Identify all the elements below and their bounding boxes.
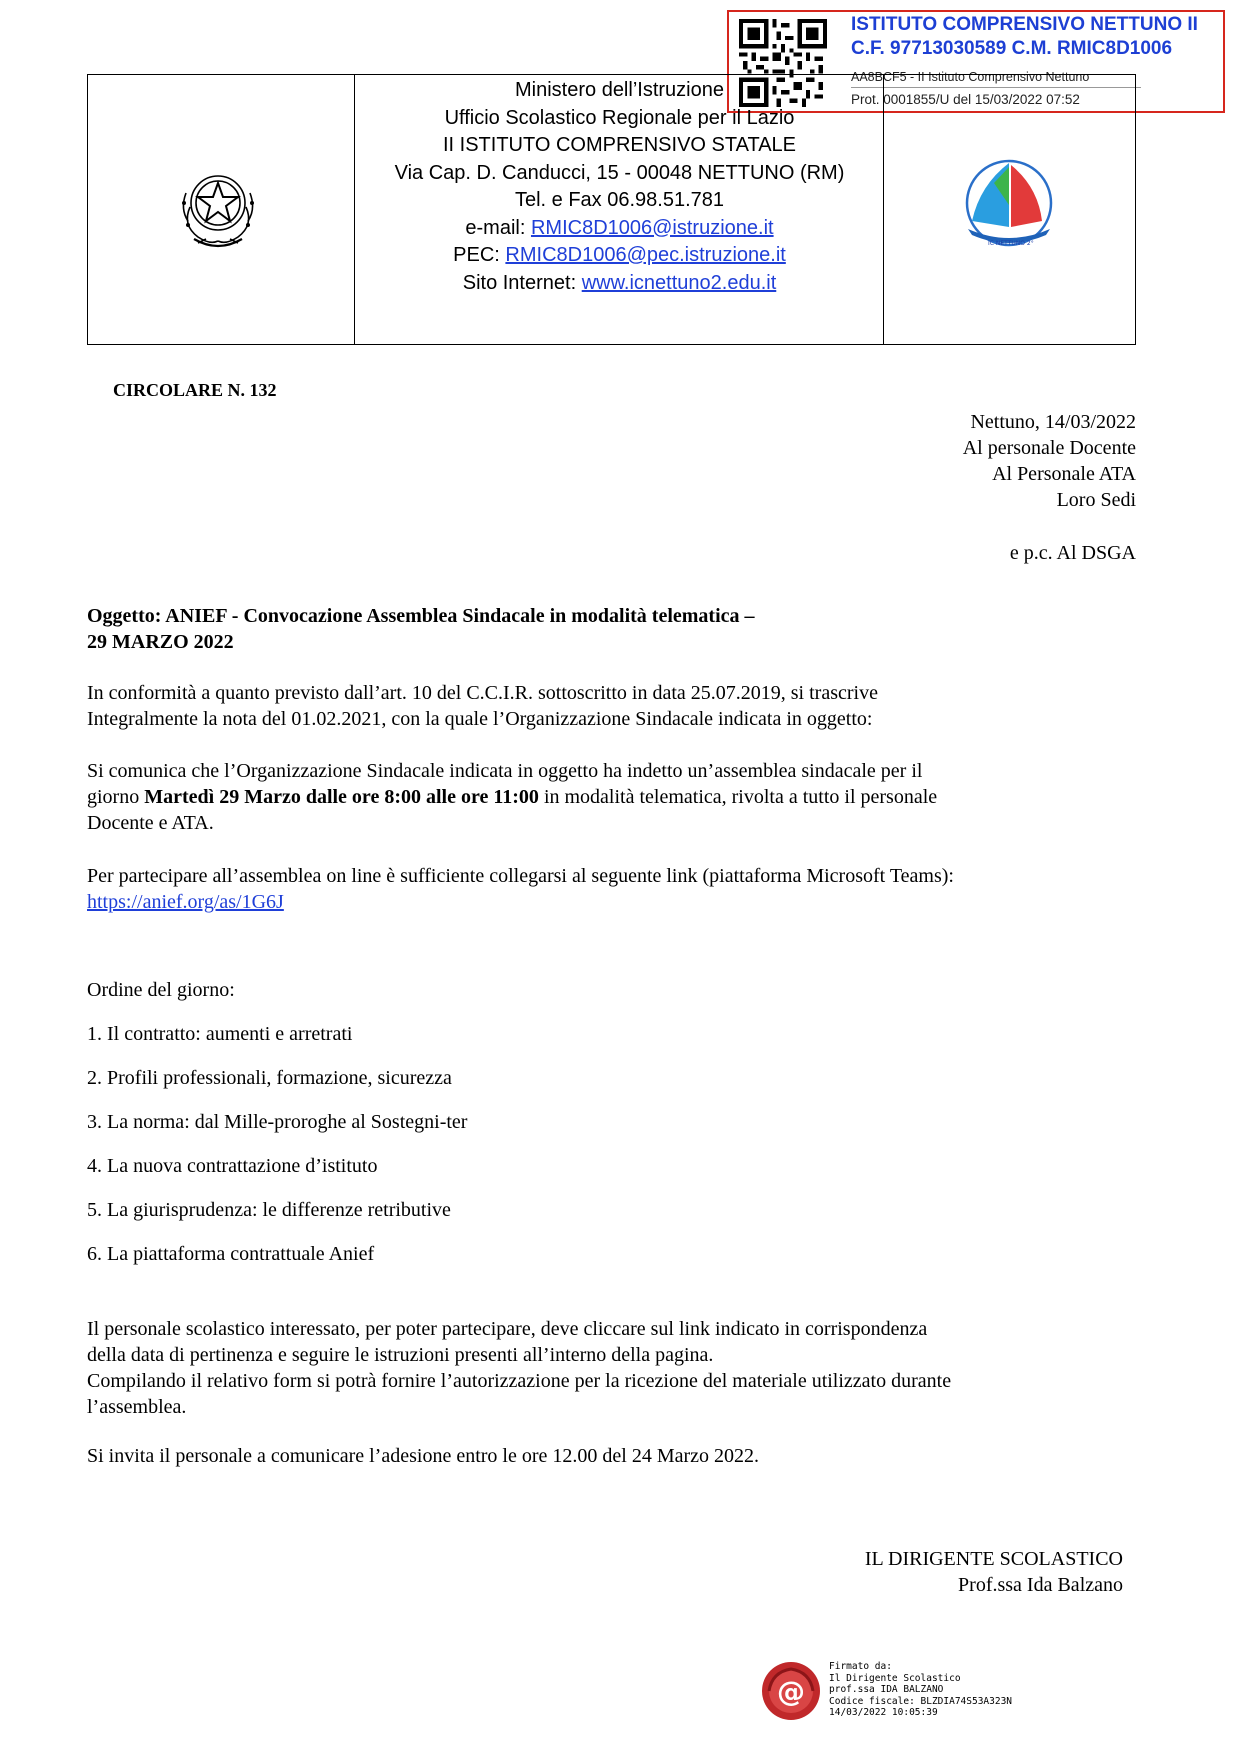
intro-line-2: Integralmente la nota del 01.02.2021, con la quale l’Organizzazione Sindacale indicata in oggetto:	[87, 708, 873, 730]
announce-line-1: Si comunica che l’Organizzazione Sindacale indicata in oggetto ha indetto un’assemblea sindacale per il	[87, 760, 923, 782]
agenda-item: 5. La giurisprudenza: le differenze retributive	[87, 1199, 451, 1221]
school-name: II ISTITUTO COMPRENSIVO STATALE	[442, 134, 796, 156]
site-line	[356, 270, 883, 298]
recipient-cc: e p.c. Al DSGA	[1009, 542, 1136, 564]
school-logo-icon	[954, 155, 1064, 255]
signature-name: Prof.ssa Ida Balzano	[958, 1574, 1123, 1596]
instructions-line-2: della data di pertinenza e seguire le istruzioni presenti all’interno della pagina.	[87, 1344, 714, 1366]
announce-text-b: in modalità telematica, rivolta a tutto il personale	[538, 786, 938, 808]
deadline-text: Si invita il personale a comunicare l’adesione entro le ore 12.00 del 24 Marzo 2022.	[87, 1445, 760, 1467]
recipient-offices: Loro Sedi	[1056, 489, 1136, 511]
stamp-protocol: Prot. 0001855/U del 15/03/2022 07:52	[851, 92, 1080, 107]
meeting-time: Martedì 29 Marzo dalle ore 8:00 alle ore 11:00	[144, 786, 539, 808]
site-link[interactable]: www.icnettuno2.edu.it	[581, 271, 777, 294]
signature-role: IL DIRIGENTE SCOLASTICO	[864, 1548, 1123, 1570]
signer-tax-code: Codice fiscale: BLZDIA74S53A323N	[829, 1695, 1013, 1707]
email-link[interactable]: RMIC8D1006@istruzione.it	[530, 216, 774, 239]
italian-emblem-icon	[168, 163, 268, 253]
subject-line-1: Oggetto: ANIEF - Convocazione Assemblea Sindacale in modalità telematica –	[87, 605, 755, 627]
agenda-item: 3. La norma: dal Mille-proroghe al Sostegni-ter	[87, 1111, 468, 1133]
stamp-school: ISTITUTO COMPRENSIVO NETTUNO II	[851, 14, 1198, 35]
announce-line-3: Docente e ATA.	[87, 812, 214, 834]
ministry-name: Ministero dell’Istruzione	[515, 79, 724, 101]
recipient-ata: Al Personale ATA	[992, 463, 1136, 485]
agenda-item: 4. La nuova contrattazione d’istituto	[87, 1155, 378, 1177]
svg-text:@: @	[777, 1675, 805, 1708]
digital-signature-info	[829, 1661, 1012, 1719]
circular-number: CIRCOLARE N. 132	[113, 380, 277, 400]
email-line	[356, 215, 883, 243]
signer-role: Il Dirigente Scolastico	[829, 1672, 961, 1684]
announce-line-2	[87, 785, 937, 810]
instructions-line-3: Compilando il relativo form si potrà fornire l’autorizzazione per la ricezione del materiale utilizzato durante	[87, 1370, 952, 1392]
instructions-line-1: Il personale scolastico interessato, per poter partecipare, deve cliccare sul link indicato in corrispondenza	[87, 1318, 928, 1340]
announce-text-a: giorno	[87, 786, 145, 808]
agenda-item: 6. La piattaforma contrattuale Anief	[87, 1243, 375, 1265]
agenda-item: 1. Il contratto: aumenti e arretrati	[87, 1023, 353, 1045]
school-logo-text: IC NETTUNO 2°	[988, 240, 1034, 247]
stamp-codes: C.F. 97713030589 C.M. RMIC8D1006	[851, 38, 1173, 59]
site-label: Sito Internet:	[462, 271, 582, 294]
letterhead-right-cell	[883, 75, 1134, 344]
regional-office: Ufficio Scolastico Regionale per il Lazio	[444, 106, 795, 129]
school-address: Via Cap. D. Canducci, 15 - 00048 NETTUNO (RM)	[394, 161, 845, 184]
letterhead-table	[87, 74, 1136, 345]
digital-seal-icon	[760, 1660, 822, 1722]
intro-line-1: In conformità a quanto previsto dall’art. 10 del C.C.I.R. sottoscritto in data 25.07.2019, si trascrive	[87, 682, 878, 704]
stamp-aoo: AA8BCF5 - II Istituto Comprensivo Nettuno	[851, 70, 1090, 84]
signed-by-label: Firmato da:	[829, 1661, 892, 1672]
subject-line-2: 29 MARZO 2022	[87, 631, 234, 653]
participation-text: Per partecipare all’assemblea on line è sufficiente collegarsi al seguente link (piattaforma Microsoft Teams):	[87, 865, 954, 887]
place-date: Nettuno, 14/03/2022	[970, 411, 1136, 433]
instructions-line-4: l’assemblea.	[87, 1396, 187, 1418]
pec-line	[356, 242, 883, 270]
email-label: e-mail:	[465, 216, 531, 239]
agenda-item: 2. Profili professionali, formazione, sicurezza	[87, 1067, 452, 1089]
signer-name: prof.ssa IDA BALZANO	[829, 1684, 944, 1695]
agenda-title: Ordine del giorno:	[87, 979, 235, 1001]
meeting-link[interactable]: https://anief.org/as/1G6J	[87, 891, 284, 913]
signature-timestamp: 14/03/2022 10:05:39	[829, 1707, 938, 1718]
school-phone: Tel. e Fax 06.98.51.781	[514, 189, 725, 211]
recipient-teachers: Al personale Docente	[962, 437, 1136, 459]
letterhead-left-cell	[88, 75, 355, 344]
letterhead-address	[356, 75, 883, 297]
pec-link[interactable]: RMIC8D1006@pec.istruzione.it	[505, 244, 786, 266]
pec-label: PEC:	[453, 244, 506, 266]
